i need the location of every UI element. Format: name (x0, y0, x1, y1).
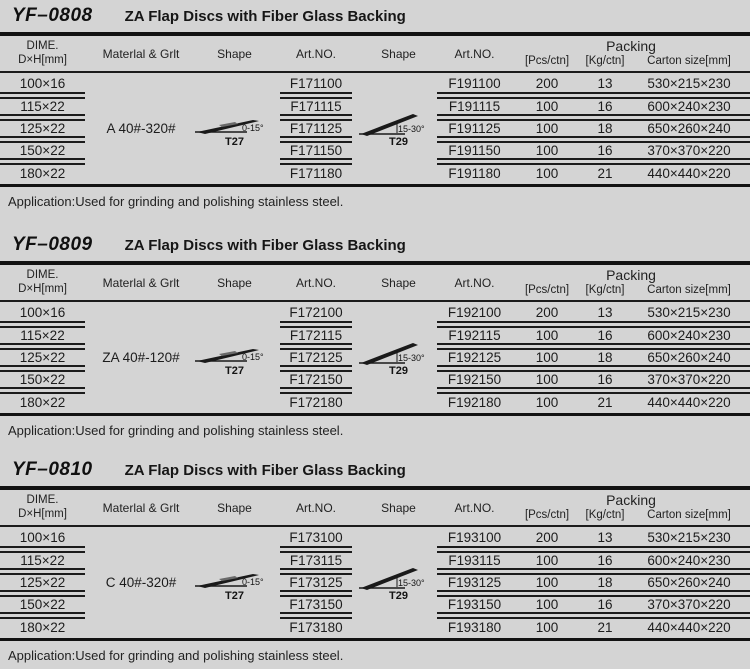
table-body (0, 302, 750, 413)
col-header-dimension (0, 494, 85, 522)
artno1-cell: F172100 (280, 304, 352, 323)
col-header-artno2: Art.NO. (454, 500, 495, 515)
artno1-cell: F173125 (280, 573, 352, 592)
artno2-cell: F191100 (437, 75, 512, 94)
section-title: ZA Flap Discs with Fiber Glass Backing (124, 8, 406, 25)
col-header-dimension (0, 269, 85, 297)
pcs-cell: 100 (512, 163, 582, 182)
shape-cell-t27 (197, 529, 272, 636)
shape-cell-t29 (360, 304, 437, 411)
pcs-cell: 200 (512, 529, 582, 548)
col-header-packing: Packing (606, 492, 656, 508)
pcs-cell: 100 (512, 573, 582, 592)
dimension-cell: 180×22 (0, 617, 85, 636)
t29-shape-icon (357, 109, 441, 139)
carton-cell: 600×240×230 (628, 326, 750, 345)
kg-cell: 18 (582, 573, 628, 592)
kg-cell: 13 (582, 304, 628, 323)
dimension-cell: 100×16 (0, 75, 85, 94)
carton-cell: 440×440×220 (628, 392, 750, 411)
t27-label: T27 (225, 136, 244, 148)
artno2-cell: F193100 (437, 529, 512, 548)
t29-angle-label: 15-30° (397, 124, 425, 134)
dimension-cell: 125×22 (0, 119, 85, 138)
packing-header-group (512, 36, 750, 71)
dimension-cell: 125×22 (0, 348, 85, 367)
dimension-cell: 100×16 (0, 529, 85, 548)
artno1-cell: F171115 (280, 97, 352, 116)
col-header-packing: Packing (606, 267, 656, 283)
model-code: YF–0810 (12, 459, 93, 480)
kg-cell: 16 (582, 595, 628, 614)
col-header-dimension-line2: D×H[mm] (18, 53, 67, 66)
application-note: Application:Used for grinding and polishing stainless steel. (8, 648, 344, 663)
carton-cell: 370×370×220 (628, 141, 750, 160)
carton-cell: 530×215×230 (628, 304, 750, 323)
dimension-cell: 180×22 (0, 163, 85, 182)
artno1-cell: F171125 (280, 119, 352, 138)
section-title: ZA Flap Discs with Fiber Glass Backing (124, 462, 406, 479)
kg-cell: 16 (582, 97, 628, 116)
carton-cell: 530×215×230 (628, 529, 750, 548)
shape-cell-t29 (360, 529, 437, 636)
pcs-cell: 100 (512, 551, 582, 570)
artno2-cell: F191115 (437, 97, 512, 116)
table-body (0, 527, 750, 638)
t27-shape-icon (193, 563, 277, 593)
carton-cell: 370×370×220 (628, 370, 750, 389)
kg-cell: 21 (582, 392, 628, 411)
dimension-cell: 150×22 (0, 595, 85, 614)
col-header-pcs: [Pcs/ctn] (524, 55, 570, 67)
t27-shape-icon (193, 109, 277, 139)
model-code: YF–0809 (12, 234, 93, 255)
table-header (0, 265, 750, 302)
pcs-cell: 100 (512, 617, 582, 636)
artno1-cell: F171100 (280, 75, 352, 94)
pcs-cell: 100 (512, 348, 582, 367)
carton-cell: 370×370×220 (628, 595, 750, 614)
t27-label: T27 (225, 365, 244, 377)
kg-cell: 13 (582, 75, 628, 94)
kg-cell: 16 (582, 551, 628, 570)
pcs-cell: 100 (512, 326, 582, 345)
packing-header-group (512, 490, 750, 525)
t29-angle-label: 15-30° (397, 353, 425, 363)
section-titlebar (0, 459, 750, 483)
kg-cell: 16 (582, 326, 628, 345)
table-header (0, 36, 750, 73)
col-header-shape2: Shape (381, 500, 416, 515)
artno1-cell: F172125 (280, 348, 352, 367)
artno2-cell: F193180 (437, 617, 512, 636)
t29-angle-label: 15-30° (397, 578, 425, 588)
carton-cell: 650×260×240 (628, 119, 750, 138)
col-header-dimension-line2: D×H[mm] (18, 282, 67, 295)
t29-label: T29 (389, 365, 408, 377)
kg-cell: 18 (582, 119, 628, 138)
pcs-cell: 100 (512, 141, 582, 160)
col-header-dimension-line1: DIME. (26, 39, 59, 52)
col-header-pcs: [Pcs/ctn] (524, 284, 570, 296)
kg-cell: 16 (582, 141, 628, 160)
col-header-dimension-line1: DIME. (26, 493, 59, 506)
product-section-yf0810 (0, 443, 750, 668)
carton-cell: 600×240×230 (628, 97, 750, 116)
artno2-cell: F192115 (437, 326, 512, 345)
kg-cell: 18 (582, 348, 628, 367)
artno1-cell: F171180 (280, 163, 352, 182)
kg-cell: 21 (582, 163, 628, 182)
col-header-shape1: Shape (217, 500, 252, 515)
artno2-cell: F192150 (437, 370, 512, 389)
application-note: Application:Used for grinding and polishing stainless steel. (8, 194, 344, 209)
col-header-material: Materlal & Grlt (102, 46, 180, 61)
product-section-yf0809 (0, 218, 750, 443)
t27-angle-label: 0-15° (241, 577, 264, 587)
application-note: Application:Used for grinding and polishing stainless steel. (8, 423, 344, 438)
dimension-cell: 115×22 (0, 551, 85, 570)
artno1-cell: F173100 (280, 529, 352, 548)
col-header-kg: [Kg/ctn] (585, 55, 625, 67)
col-header-artno2: Art.NO. (454, 46, 495, 61)
t27-angle-label: 0-15° (241, 352, 264, 362)
carton-cell: 650×260×240 (628, 573, 750, 592)
dimension-cell: 150×22 (0, 370, 85, 389)
material-grit-value: ZA 40#-120# (102, 350, 180, 365)
artno2-cell: F192180 (437, 392, 512, 411)
t27-label: T27 (225, 590, 244, 602)
col-header-shape1: Shape (217, 46, 252, 61)
shape-cell-t29 (360, 75, 437, 182)
t29-label: T29 (389, 136, 408, 148)
col-header-dimension-line1: DIME. (26, 268, 59, 281)
t27-shape-icon (193, 338, 277, 368)
dimension-cell: 150×22 (0, 141, 85, 160)
section-titlebar (0, 234, 750, 258)
col-header-carton: Carton size[mm] (647, 284, 731, 296)
col-header-kg: [Kg/ctn] (585, 509, 625, 521)
col-header-dimension (0, 40, 85, 68)
carton-cell: 650×260×240 (628, 348, 750, 367)
product-section-yf0808 (0, 0, 750, 218)
col-header-artno2: Art.NO. (454, 275, 495, 290)
table-header (0, 490, 750, 527)
material-grit-value: A 40#-320# (106, 121, 176, 136)
artno1-cell: F172150 (280, 370, 352, 389)
carton-cell: 600×240×230 (628, 551, 750, 570)
dimension-cell: 125×22 (0, 573, 85, 592)
dimension-cell: 100×16 (0, 304, 85, 323)
artno2-cell: F192125 (437, 348, 512, 367)
pcs-cell: 100 (512, 97, 582, 116)
table-body (0, 73, 750, 184)
shape-cell-t27 (197, 75, 272, 182)
artno2-cell: F192100 (437, 304, 512, 323)
kg-cell: 21 (582, 617, 628, 636)
carton-cell: 440×440×220 (628, 617, 750, 636)
t27-angle-label: 0-15° (241, 123, 264, 133)
pcs-cell: 100 (512, 392, 582, 411)
artno1-cell: F172180 (280, 392, 352, 411)
dimension-cell: 115×22 (0, 326, 85, 345)
kg-cell: 16 (582, 370, 628, 389)
col-header-shape2: Shape (381, 46, 416, 61)
t29-label: T29 (389, 590, 408, 602)
dimension-cell: 115×22 (0, 97, 85, 116)
artno2-cell: F193150 (437, 595, 512, 614)
shape-cell-t27 (197, 304, 272, 411)
section-title: ZA Flap Discs with Fiber Glass Backing (124, 237, 406, 254)
pcs-cell: 100 (512, 595, 582, 614)
artno2-cell: F191180 (437, 163, 512, 182)
artno1-cell: F171150 (280, 141, 352, 160)
artno1-cell: F172115 (280, 326, 352, 345)
dimension-cell: 180×22 (0, 392, 85, 411)
col-header-pcs: [Pcs/ctn] (524, 509, 570, 521)
kg-cell: 13 (582, 529, 628, 548)
col-header-carton: Carton size[mm] (647, 509, 731, 521)
col-header-carton: Carton size[mm] (647, 55, 731, 67)
col-header-shape1: Shape (217, 275, 252, 290)
t29-shape-icon (357, 338, 441, 368)
artno1-cell: F173150 (280, 595, 352, 614)
col-header-kg: [Kg/ctn] (585, 284, 625, 296)
artno2-cell: F191150 (437, 141, 512, 160)
pcs-cell: 100 (512, 370, 582, 389)
pcs-cell: 200 (512, 75, 582, 94)
material-grit-value: C 40#-320# (105, 575, 177, 590)
col-header-material: Materlal & Grlt (102, 275, 180, 290)
col-header-artno1: Art.NO. (295, 46, 336, 61)
pcs-cell: 100 (512, 119, 582, 138)
artno1-cell: F173115 (280, 551, 352, 570)
col-header-dimension-line2: D×H[mm] (18, 507, 67, 520)
model-code: YF–0808 (12, 5, 93, 26)
col-header-shape2: Shape (381, 275, 416, 290)
col-header-artno1: Art.NO. (295, 500, 336, 515)
col-header-material: Materlal & Grlt (102, 500, 180, 515)
artno2-cell: F193115 (437, 551, 512, 570)
artno2-cell: F191125 (437, 119, 512, 138)
col-header-packing: Packing (606, 38, 656, 54)
artno1-cell: F173180 (280, 617, 352, 636)
carton-cell: 530×215×230 (628, 75, 750, 94)
section-titlebar (0, 5, 750, 29)
pcs-cell: 200 (512, 304, 582, 323)
carton-cell: 440×440×220 (628, 163, 750, 182)
artno2-cell: F193125 (437, 573, 512, 592)
col-header-artno1: Art.NO. (295, 275, 336, 290)
t29-shape-icon (357, 563, 441, 593)
packing-header-group (512, 265, 750, 300)
